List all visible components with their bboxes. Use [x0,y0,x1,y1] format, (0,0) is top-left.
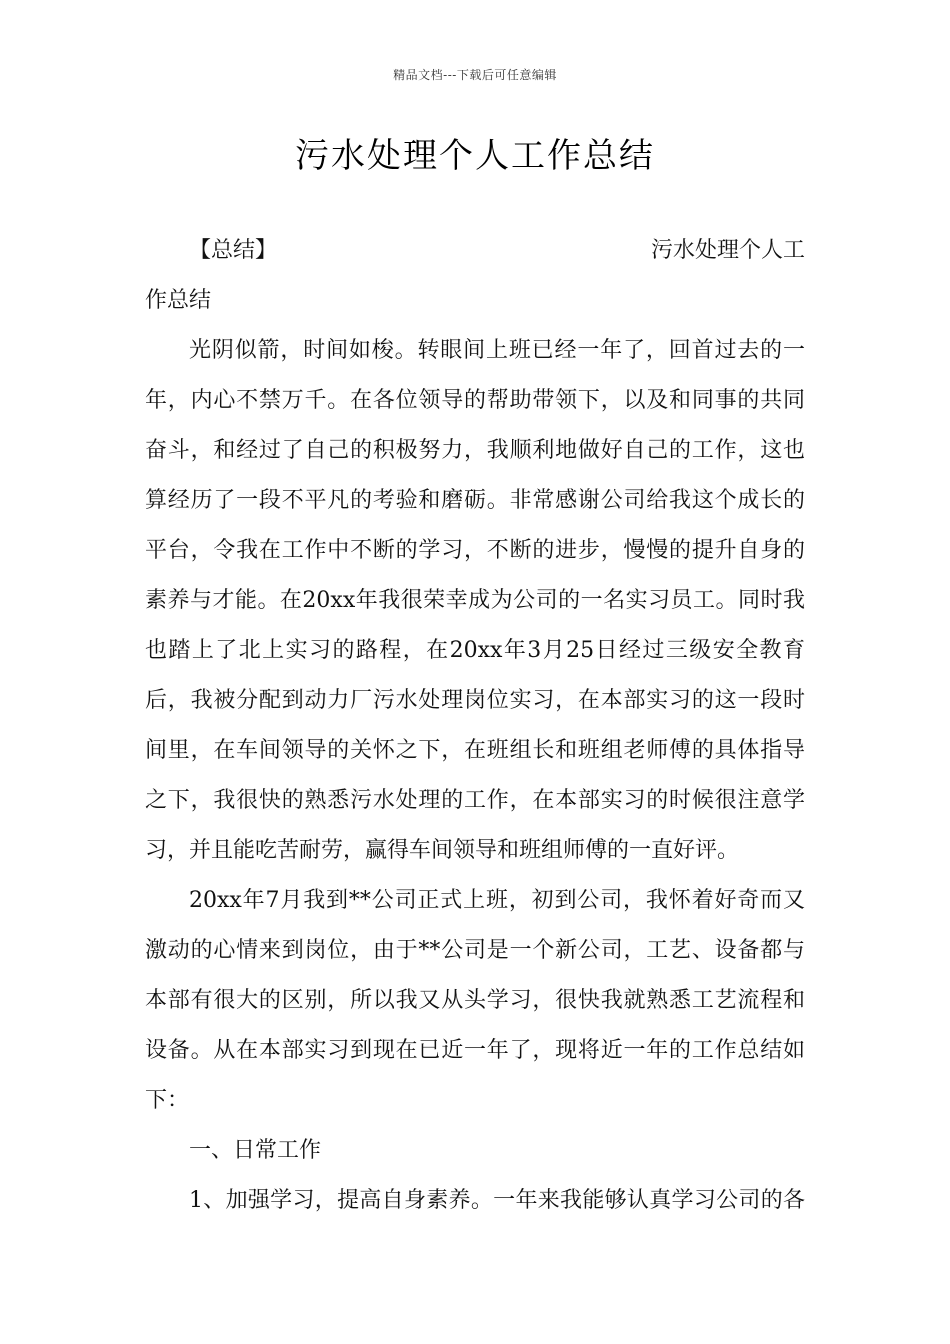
category-line [145,226,805,276]
section-heading-text: 一、日常工作 [189,1138,322,1163]
category-tag: 【总结】 [189,238,278,263]
text-line: 20xx年7月我到**公司正式上班，初到公司，我怀着好奇而又 [189,888,805,913]
text-line: 习，并且能吃苦耐劳，赢得车间领导和班组师傅的一直好评。 [145,838,740,863]
text-line: 年，内心不禁万千。在各位领导的帮助带领下，以及和同事的共同 [145,388,805,413]
text-line: 光阴似箭，时间如梭。转眼间上班已经一年了，回首过去的一 [189,338,805,363]
text-line: 素养与才能。在20xx年我很荣幸成为公司的一名实习员工。同时我 [145,588,805,613]
paragraph-3 [145,1176,805,1226]
paragraph-2 [145,876,805,1126]
category-title-part1: 污水处理个人工 [650,238,805,263]
text-line: 之下，我很快的熟悉污水处理的工作，在本部实习的时候很注意学 [145,788,805,813]
document-title: 污水处理个人工作总结 [295,136,655,176]
text-line: 设备。从在本部实习到现在已近一年了，现将近一年的工作总结如 [145,1038,805,1063]
category-title-continuation: 作总结 [145,288,212,313]
paragraph-1 [145,326,805,876]
text-line: 也踏上了北上实习的路程，在20xx年3月25日经过三级安全教育 [145,638,805,663]
text-line: 间里，在车间领导的关怀之下，在班组长和班组老师傅的具体指导 [145,738,805,763]
section-heading [145,1126,805,1176]
text-line: 激动的心情来到岗位，由于**公司是一个新公司，工艺、设备都与 [145,938,805,963]
text-line: 1、加强学习，提高自身素养。一年来我能够认真学习公司的各 [189,1188,805,1213]
text-line: 下： [145,1088,190,1113]
header-note: 精品文档---下载后可任意编辑 [393,68,557,82]
text-line: 奋斗，和经过了自己的积极努力，我顺利地做好自己的工作，这也 [145,438,805,463]
text-line: 算经历了一段不平凡的考验和磨砺。非常感谢公司给我这个成长的 [145,488,805,513]
text-line: 本部有很大的区别，所以我又从头学习，很快我就熟悉工艺流程和 [145,988,805,1013]
text-line: 平台，令我在工作中不断的学习，不断的进步，慢慢的提升自身的 [145,538,805,563]
document-body [145,226,805,1226]
text-line: 后，我被分配到动力厂污水处理岗位实习，在本部实习的这一段时 [145,688,805,713]
